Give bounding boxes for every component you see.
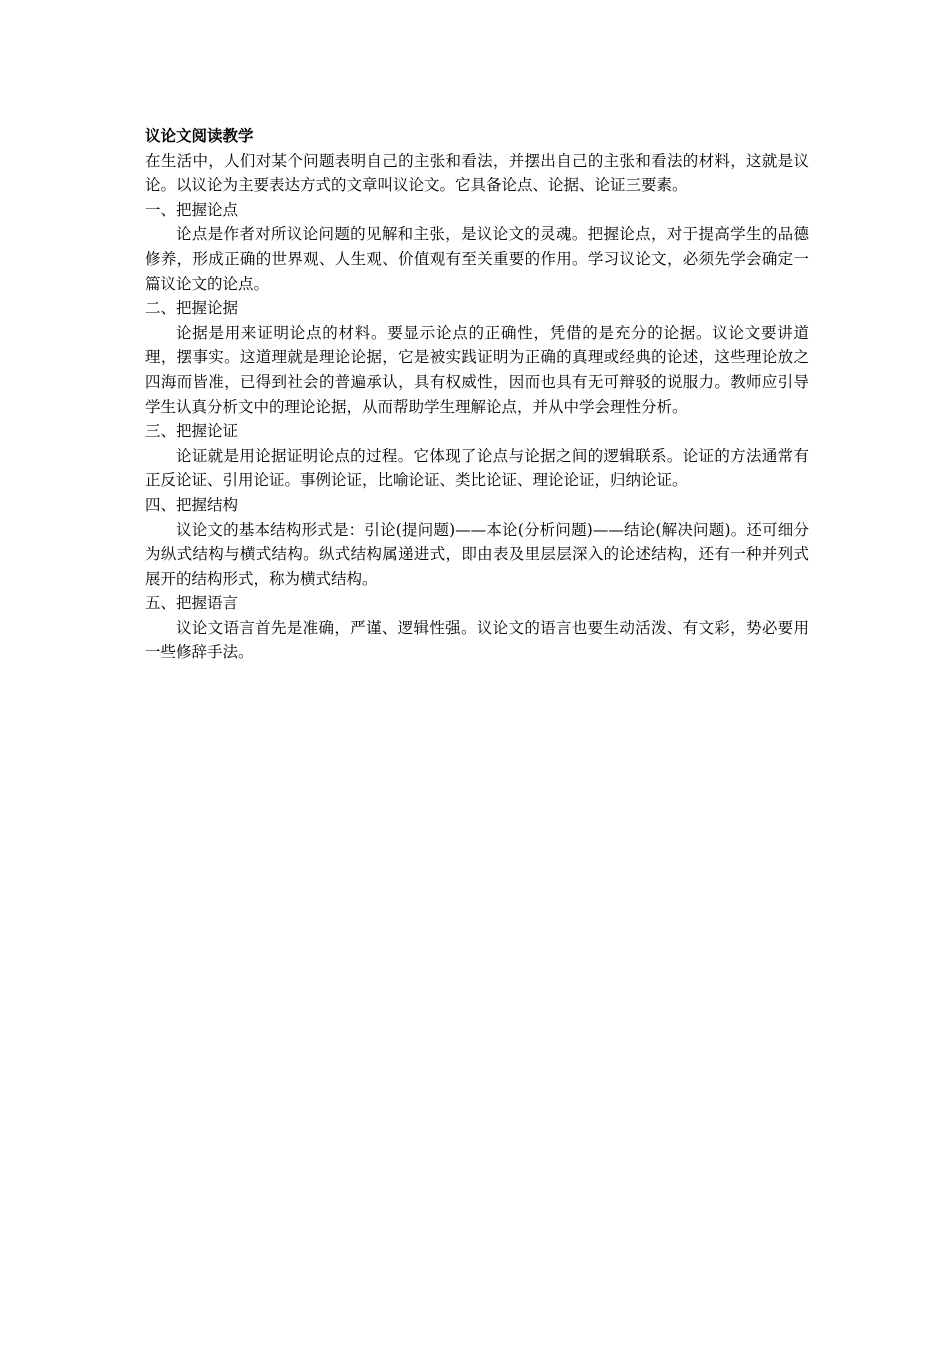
document-title: 议论文阅读教学 (145, 127, 254, 145)
section-heading: 一、把握论点 (145, 200, 239, 219)
intro-paragraph: 在生活中，人们对某个问题表明自己的主张和看法，并摆出自己的主张和看法的材料，这就是议论。以议论为主要表达方式的文章叫议论文。它具备论点、论据、论证三要素。 (145, 151, 809, 195)
section-body: 论据是用来证明论点的材料。要显示论点的正确性，凭借的是充分的论据。议论文要讲道理，摆事实。这道理就是理论论据，它是被实践证明为正确的真理或经典的论述，这些理论放之四海而皆准，已得到社会的普遍承认，具有权威性，因而也具有无可辩驳的说服力。教师应引导学生认真分析文中的理论论据，从而帮助学生理解论点，并从中学会理性分析。 (145, 323, 809, 416)
section-heading: 三、把握论证 (145, 422, 239, 441)
section-heading: 四、把握结构 (145, 495, 239, 514)
section-reasoning (145, 419, 809, 493)
section-body: 论证就是用论据证明论点的过程。它体现了论点与论据之间的逻辑联系。论证的方法通常有正反论证、引用论证。事例论证，比喻论证、类比论证、理论论证，归纳论证。 (145, 446, 809, 490)
section-argument-point (145, 198, 809, 296)
document-page (145, 124, 809, 665)
section-body: 论点是作者对所议论问题的见解和主张，是议论文的灵魂。把握论点，对于提高学生的品德修养，形成正确的世界观、人生观、价值观有至关重要的作用。学习议论文，必须先学会确定一篇议论文的论点。 (145, 225, 809, 293)
section-evidence (145, 296, 809, 419)
section-body: 议论文语言首先是准确，严谨、逻辑性强。议论文的语言也要生动活泼、有文彩，势必要用一些修辞手法。 (145, 618, 809, 662)
section-structure (145, 493, 809, 591)
section-heading: 五、把握语言 (145, 594, 239, 613)
section-language (145, 591, 809, 665)
section-heading: 二、把握论据 (145, 299, 239, 318)
section-body: 议论文的基本结构形式是：引论(提问题)——本论(分析问题)——结论(解决问题)。还可细分为纵式结构与横式结构。纵式结构属递进式，即由表及里层层深入的论述结构，还有一种并列式展开的结构形式，称为横式结构。 (145, 520, 809, 588)
